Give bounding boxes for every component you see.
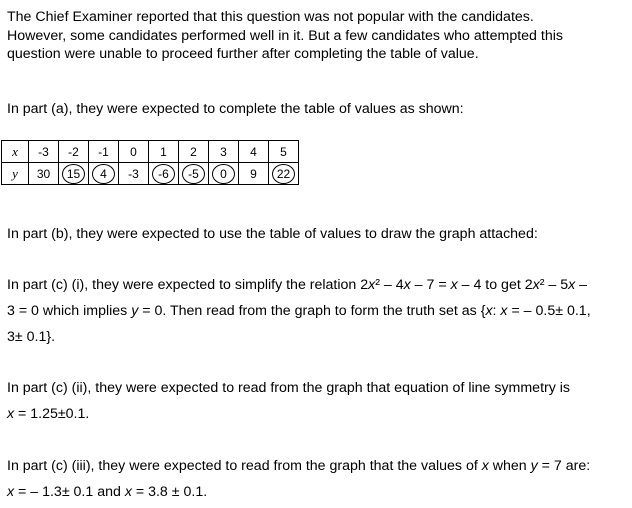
y-cell <box>89 163 119 185</box>
y-row <box>2 163 299 185</box>
circled-value: 0 <box>212 164 235 184</box>
x-cell: 3 <box>209 141 239 163</box>
x-cell: 0 <box>119 141 149 163</box>
circled-value: 4 <box>92 164 115 184</box>
circled-value: 15 <box>62 164 85 184</box>
y-cell <box>269 163 299 185</box>
x-label: x <box>2 141 29 163</box>
intro-line-1: The Chief Examiner reported that this question was not popular with the candidates. <box>7 9 534 25</box>
x-cell: 4 <box>239 141 269 163</box>
x-cell: 5 <box>269 141 299 163</box>
y-cell: -3 <box>119 163 149 185</box>
x-cell: 2 <box>179 141 209 163</box>
y-cell <box>209 163 239 185</box>
x-cell: -2 <box>59 141 89 163</box>
y-cell <box>179 163 209 185</box>
part-a-text: In part (a), they were expected to complete the table of values as shown: <box>7 101 464 117</box>
part-c-ii-text: In part (c) (ii), they were expected to read from the graph that equation of line symmetry is x = 1.25±0.1. <box>7 380 571 422</box>
x-cell: -1 <box>89 141 119 163</box>
y-cell <box>59 163 89 185</box>
values-table <box>1 140 299 185</box>
y-label: y <box>2 163 29 185</box>
x-row <box>2 141 299 163</box>
x-cell: 1 <box>149 141 179 163</box>
intro-line-2: However, some candidates performed well in it. But a few candidates who attempted this <box>7 27 563 44</box>
y-cell: 30 <box>29 163 59 185</box>
part-c-i-text: In part (c) (i), they were expected to simplify the relation 2x² – 4x – 7 = x – 4 to get 2x² – 5x – 3 = 0 which implies y = 0. Then read from the graph to form the truth set as {x: x = – 0.5± 0.1, 3± 0.1}. <box>7 277 591 345</box>
intro-line-3: question were unable to proceed further after completing the table of value. <box>7 46 479 62</box>
y-cell <box>149 163 179 185</box>
x-cell: -3 <box>29 141 59 163</box>
circled-value: 22 <box>272 164 295 184</box>
intro-paragraph <box>7 8 627 64</box>
part-b-text: In part (b), they were expected to use the table of values to draw the graph attached: <box>7 226 538 242</box>
part-c-iii-text: In part (c) (iii), they were expected to read from the graph that the values of x when y = 7 are: x = – 1.3± 0.1 and x = 3.8 ± 0.1. <box>7 458 591 500</box>
circled-value: -6 <box>152 164 175 184</box>
circled-value: -5 <box>182 164 205 184</box>
y-cell: 9 <box>239 163 269 185</box>
